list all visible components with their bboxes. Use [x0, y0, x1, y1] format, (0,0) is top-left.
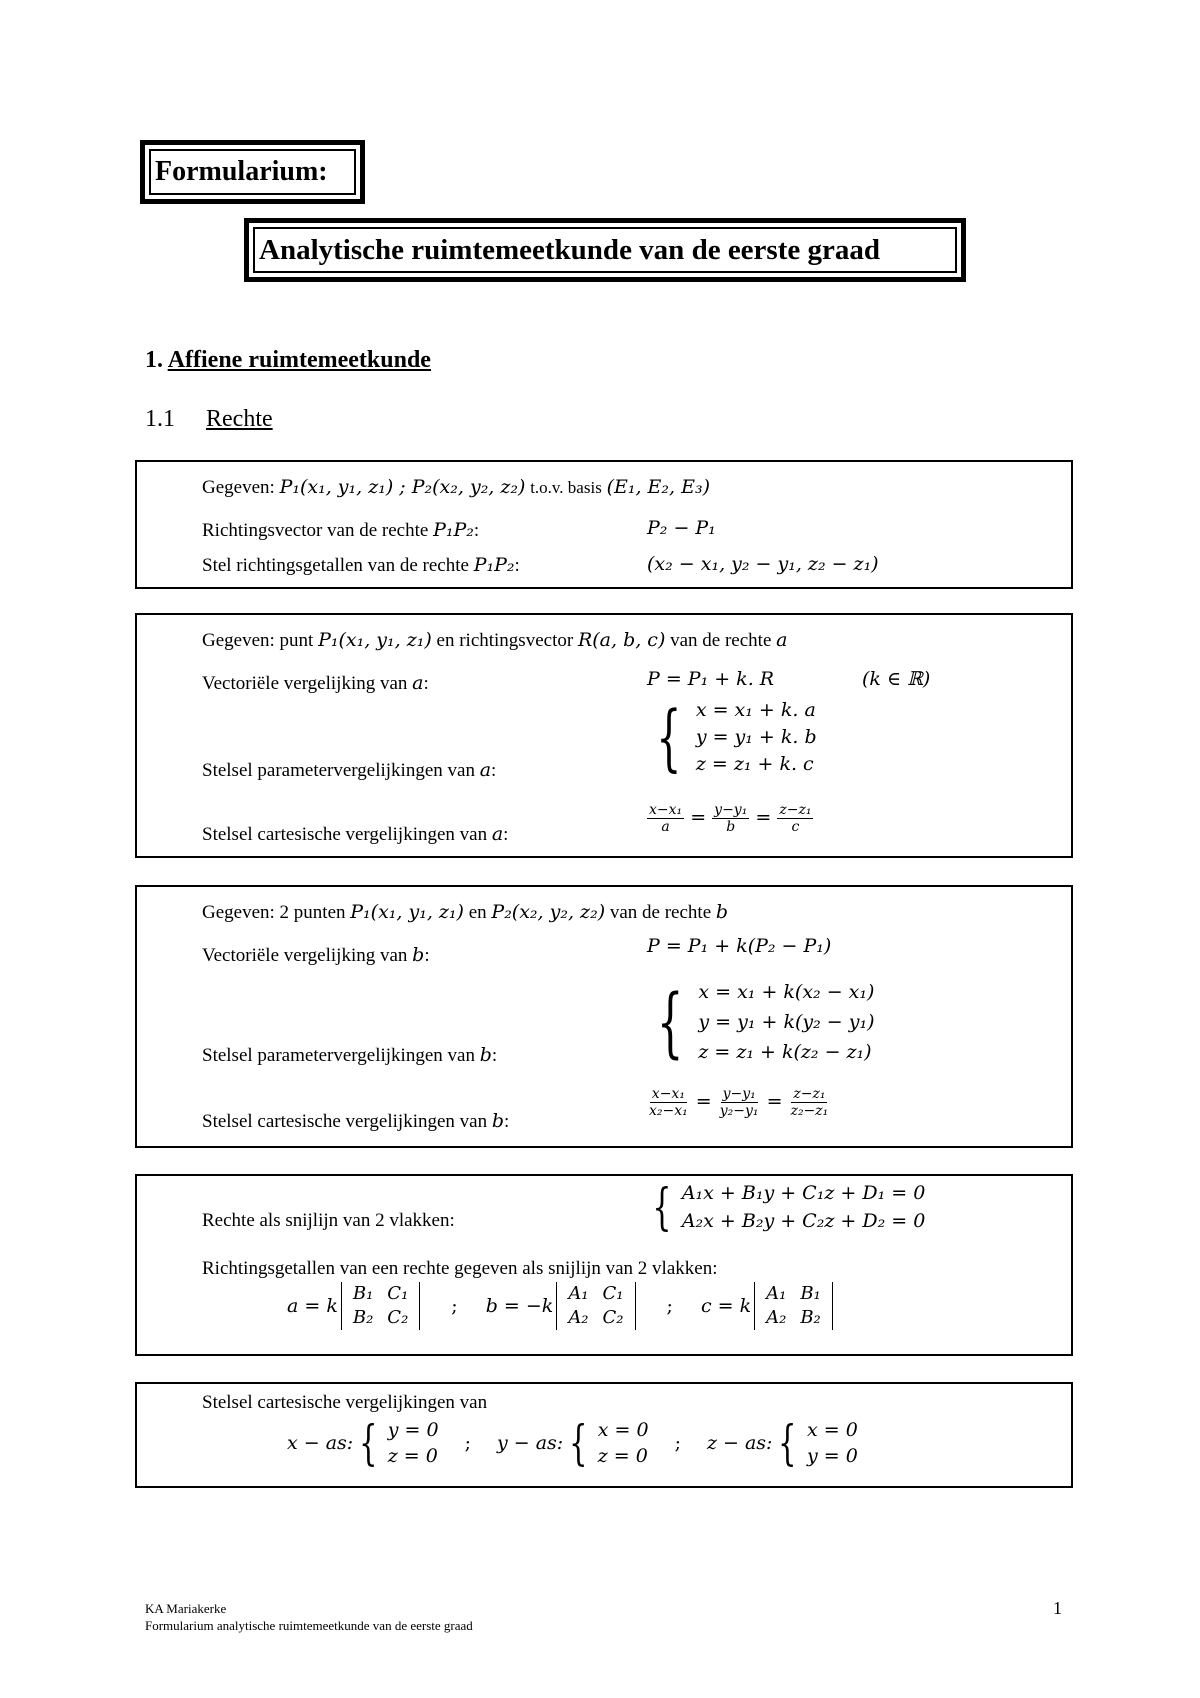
intersect-label-row: [202, 1210, 455, 1232]
line-name: b: [412, 944, 425, 966]
brace-icon: {: [569, 1415, 588, 1471]
fraction: $\frac{\text{x−x₁}}{\text{x₂−x₁}}$: [649, 1086, 688, 1119]
vector-equation-value: P = P₁ + k. R: [647, 668, 775, 690]
fraction: $\frac{\text{y−y₁}}{b}$: [714, 802, 748, 835]
document-subtitle: [244, 218, 966, 282]
brace-icon: {: [359, 1415, 378, 1471]
y-axis-system: { x = 0 z = 0: [569, 1415, 649, 1471]
direction-numbers-row: Stel richtingsgetallen van de rechte P₁P₂:: [202, 554, 520, 576]
line-name: b: [479, 1044, 492, 1066]
section-heading-1: [145, 347, 431, 374]
given-end: van de rechte: [609, 902, 712, 923]
param-line-y: y = y₁ + k. b: [695, 726, 817, 748]
brace-icon: {: [656, 977, 684, 1066]
plane-system: [646, 1180, 925, 1234]
fraction: $\frac{\text{x−x₁}}{a}$: [649, 802, 683, 835]
k-domain-value: (k ∈ ℝ): [862, 668, 931, 690]
cartesian-formula: $\frac{\text{x−x₁}}{a}$ = $\frac{\text{y−y₁}}{b}$ = $\frac{\text{z−z₁}}{c}$: [649, 802, 812, 835]
given-row: [202, 901, 728, 924]
footer-school: KA Mariakerke: [145, 1601, 227, 1616]
brace-icon: {: [652, 1178, 672, 1236]
subsection-title: Rechte: [206, 406, 273, 432]
axes-label: Stelsel cartesische vergelijkingen van: [202, 1392, 488, 1413]
direction-numbers-label: Richtingsgetallen van een rechte gegeven als snijlijn van 2 vlakken:: [202, 1258, 718, 1279]
separator: ;: [451, 1295, 458, 1317]
vector-equation-row: Vectoriële vergelijking van b:: [202, 944, 430, 966]
brace-icon: {: [778, 1415, 797, 1471]
determinant-formulas: [287, 1282, 836, 1330]
page-number: [1053, 1598, 1062, 1619]
vector-equation-value: P = P₁ + k(P₂ − P₁): [647, 935, 832, 957]
line-name: a: [491, 823, 504, 845]
footer-doc-title: Formularium analytische ruimtemeetkunde van de eerste graad: [145, 1618, 473, 1633]
vector-equation-label: Vectoriële vergelijking van: [202, 945, 408, 966]
given-label: Gegeven: 2 punten: [202, 902, 346, 923]
determinant-b: A₁ C₁ A₂ C₂: [556, 1282, 635, 1330]
parametric-label: Stelsel parametervergelijkingen van: [202, 760, 475, 781]
footer-left: [145, 1600, 473, 1634]
k-domain: [862, 668, 930, 690]
plane-equation-1: A₁x + B₁y + C₁z + D₁ = 0: [681, 1182, 926, 1204]
given-row: [202, 629, 787, 652]
line-name: b: [715, 901, 729, 923]
direction-numbers-label: Stel richtingsgetallen van de rechte: [202, 555, 469, 576]
document-title-text: Formularium:: [155, 156, 328, 187]
line-name: a: [776, 629, 788, 651]
formula-box-line-two-points: [135, 885, 1073, 1148]
z-axis-label: z − as:: [706, 1432, 773, 1454]
param-line-x: x = x₁ + k(x₂ − x₁): [698, 981, 875, 1003]
given-label: Gegeven:: [202, 477, 275, 498]
section-number: 1.: [145, 347, 163, 373]
x-axis-system: { y = 0 z = 0: [359, 1415, 439, 1471]
page-number-value: 1: [1053, 1598, 1062, 1618]
cartesian-label: Stelsel cartesische vergelijkingen van: [202, 1111, 488, 1132]
line-name: b: [491, 1110, 505, 1132]
parametric-label-row: Stelsel parametervergelijkingen van a:: [202, 759, 497, 781]
x-axis-label: x − as:: [287, 1432, 354, 1454]
given-point: P₁(x₁, y₁, z₁): [318, 629, 432, 651]
fraction: $\frac{\text{z−z₁}}{c}$: [779, 802, 812, 835]
line-name: a: [479, 759, 492, 781]
vector-equation-label: Vectoriële vergelijking van: [202, 673, 408, 694]
formula-box-line-through-two-points: [135, 460, 1073, 589]
b-prefix: b = −k: [485, 1295, 554, 1317]
parametric-system: [646, 697, 817, 777]
section-title: Affiene ruimtemeetkunde: [167, 347, 431, 373]
separator: ;: [674, 1432, 681, 1454]
c-prefix: c = k: [700, 1295, 752, 1317]
given-point-1: P₁(x₁, y₁, z₁): [350, 901, 464, 923]
axes-systems: [287, 1417, 858, 1469]
given-end: van de rechte: [670, 630, 772, 651]
subsection-heading-1-1: [145, 406, 273, 433]
axes-label-row: [202, 1392, 487, 1414]
given-row: [202, 476, 710, 499]
parametric-label: Stelsel parametervergelijkingen van: [202, 1045, 475, 1066]
param-line-x: x = x₁ + k. a: [695, 699, 816, 721]
given-mid: en: [468, 902, 487, 923]
cartesian-label: Stelsel cartesische vergelijkingen van: [202, 824, 488, 845]
vector-equation-row: Vectoriële vergelijking van a:: [202, 672, 429, 694]
direction-numbers-formula: [647, 553, 879, 575]
param-line-z: z = z₁ + k(z₂ − z₁): [698, 1041, 872, 1063]
vector-equation-formula: [647, 668, 774, 690]
given-vector: R(a, b, c): [577, 629, 666, 651]
subsection-number: 1.1: [145, 406, 175, 432]
z-axis-system: { x = 0 y = 0: [778, 1415, 858, 1471]
param-line-z: z = z₁ + k. c: [695, 753, 814, 775]
given-mid: en richtingsvector: [436, 630, 574, 651]
direction-vector-formula: [647, 517, 716, 539]
cartesian-label-row: Stelsel cartesische vergelijkingen van b:: [202, 1110, 510, 1132]
plane-equation-2: A₂x + B₂y + C₂z + D₂ = 0: [681, 1210, 926, 1232]
given-point-2: P₂(x₂, y₂, z₂): [491, 901, 606, 923]
direction-vector-value: P₂ − P₁: [647, 517, 716, 539]
basis-vectors: (E₁, E₂, E₃): [606, 476, 711, 498]
direction-vector-label: Richtingsvector van de rechte: [202, 520, 429, 541]
given-label: Gegeven: punt: [202, 630, 314, 651]
param-line-y: y = y₁ + k(y₂ − y₁): [698, 1011, 875, 1033]
direction-vector-row: Richtingsvector van de rechte P₁P₂:: [202, 519, 480, 541]
separator: ;: [666, 1295, 673, 1317]
formula-box-intersection-of-planes: [135, 1174, 1073, 1356]
line-name: a: [412, 672, 424, 694]
parametric-label-row: Stelsel parametervergelijkingen van b:: [202, 1044, 498, 1066]
line-name: P₁P₂: [473, 554, 515, 576]
brace-icon: {: [656, 695, 682, 779]
given-points: P₁(x₁, y₁, z₁) ; P₂(x₂, y₂, z₂): [279, 476, 526, 498]
line-name: P₁P₂: [433, 519, 474, 541]
direction-numbers-value: (x₂ − x₁, y₂ − y₁, z₂ − z₁): [647, 553, 879, 575]
parametric-system: [646, 979, 874, 1065]
cartesian-formula: $\frac{\text{x−x₁}}{\text{x₂−x₁}}$ = $\frac{\text{y−y₁}}{\text{y₂−y₁}}$ = $\frac{\text{z−z₁}}{\text{z₂−z₁}}$: [649, 1086, 829, 1119]
fraction: $\frac{\text{y−y₁}}{\text{y₂−y₁}}$: [719, 1086, 759, 1119]
document-subtitle-text: Analytische ruimtemeetkunde van de eerste graad: [259, 233, 880, 266]
formula-box-line-point-direction: [135, 613, 1073, 858]
basis-label: t.o.v. basis: [530, 478, 602, 497]
a-prefix: a = k: [287, 1295, 338, 1317]
cartesian-label-row: Stelsel cartesische vergelijkingen van a:: [202, 823, 509, 845]
intersect-label: Rechte als snijlijn van 2 vlakken:: [202, 1210, 455, 1231]
determinant-c: A₁ B₁ A₂ B₂: [754, 1282, 833, 1330]
formula-box-coordinate-axes: [135, 1382, 1073, 1488]
vector-equation-formula: [647, 935, 831, 957]
direction-numbers-label-row: [202, 1258, 717, 1280]
determinant-a: B₁ C₁ B₂ C₂: [341, 1282, 420, 1330]
separator: ;: [464, 1432, 471, 1454]
y-axis-label: y − as:: [496, 1432, 564, 1454]
document-title: [140, 140, 365, 204]
fraction: $\frac{\text{z−z₁}}{\text{z₂−z₁}}$: [790, 1086, 829, 1119]
